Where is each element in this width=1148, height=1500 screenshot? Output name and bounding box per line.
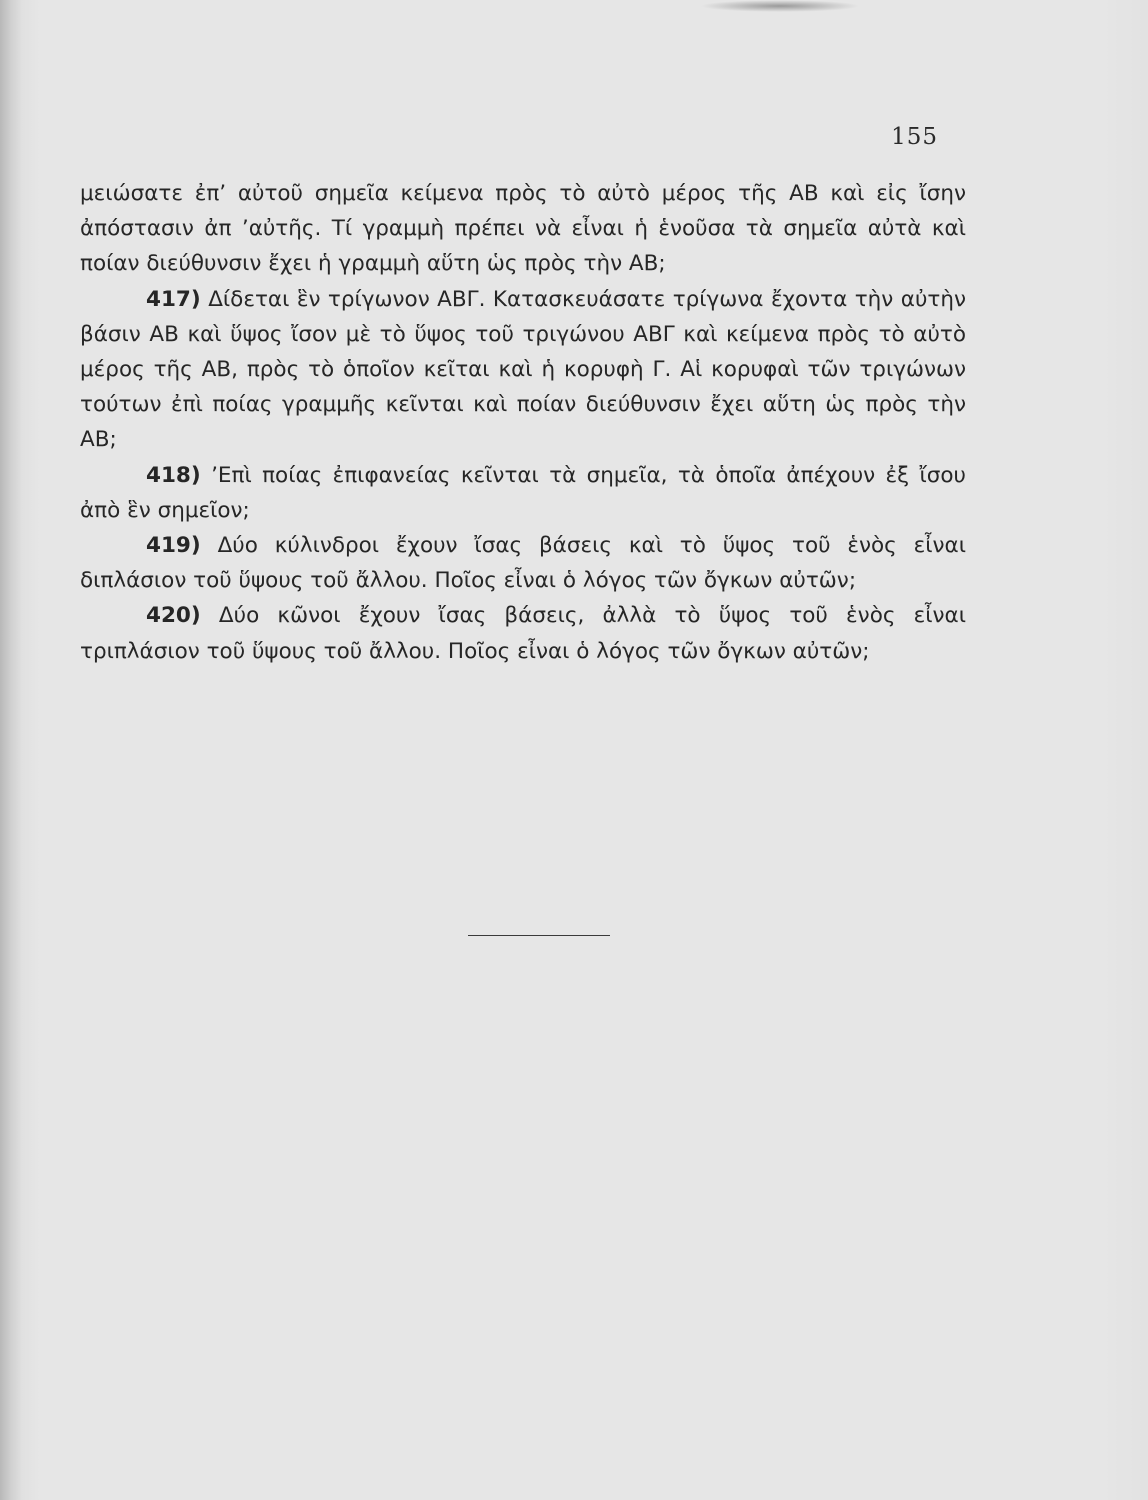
exercise-number: 420) xyxy=(146,603,201,629)
exercise-417 xyxy=(80,282,966,458)
exercise-text: Δύο κῶνοι ἔχουν ἴσας βάσεις, ἀλλὰ τὸ ὕψος τοῦ ἑνὸς εἶναι τριπλάσιον τοῦ ὕψους τοῦ ἄλλου. Ποῖος εἶναι ὁ λόγος τῶν ὄγκων αὐτῶν; xyxy=(80,603,967,664)
exercise-419 xyxy=(80,528,966,598)
exercise-number: 418) xyxy=(146,462,201,488)
page-binding-shadow xyxy=(0,0,22,1500)
section-divider-rule xyxy=(468,935,610,936)
exercise-text: ’Επὶ ποίας ἐπιφανείας κεῖνται τὰ σημεῖα, τὰ ὁποῖα ἀπέχουν ἐξ ἴσου ἀπὸ ἓν σημεῖον; xyxy=(80,462,966,523)
page-number: 155 xyxy=(891,124,938,150)
exercise-number: 419) xyxy=(146,533,201,559)
paragraph-text: μειώσατε ἐπ’ αὐτοῦ σημεῖα κείμενα πρὸς τὸ αὐτὸ μέρος τῆς ΑΒ καὶ εἰς ἴσην ἀπόστασιν ἀπ ’αὐτῆς. Τί γραμμὴ πρέπει νὰ εἶναι ἡ ἑνοῦσα τὰ σημεῖα αὐτὰ καὶ ποίαν διεύθυνσιν ἔχει ἡ γραμμὴ αὕτη ὡς πρὸς τὴν ΑΒ; xyxy=(80,181,966,277)
exercise-420 xyxy=(80,598,966,668)
exercise-text: Δίδεται ἓν τρίγωνον ΑΒΓ. Κατασκευάσατε τρίγωνα ἔχοντα τὴν αὐτὴν βάσιν ΑΒ καὶ ὕψος ἴσον μὲ τὸ ὕψος τοῦ τριγώνου ΑΒΓ καὶ κείμενα πρὸς τὸ αὐτὸ μέρος τῆς ΑΒ, πρὸς τὸ ὁποῖον κεῖται καὶ ἡ κορυφὴ Γ. Αἱ κορυφαὶ τῶν τριγώνων τούτων ἐπὶ ποίας γραμμῆς κεῖνται καὶ ποίαν διεύθυνσιν ἔχει αὕτη ὡς πρὸς τὴν ΑΒ; xyxy=(80,286,966,453)
top-edge-smudge xyxy=(700,0,860,12)
exercise-text: Δύο κύλινδροι ἔχουν ἴσας βάσεις καὶ τὸ ὕψος τοῦ ἑνὸς εἶναι διπλάσιον τοῦ ὕψους τοῦ ἄλλου. Ποῖος εἶναι ὁ λόγος τῶν ὄγκων αὐτῶν; xyxy=(80,533,966,594)
body-text xyxy=(80,176,966,669)
exercise-number: 417) xyxy=(146,286,201,312)
paragraph-continuation xyxy=(80,176,966,282)
exercise-418 xyxy=(80,458,966,528)
